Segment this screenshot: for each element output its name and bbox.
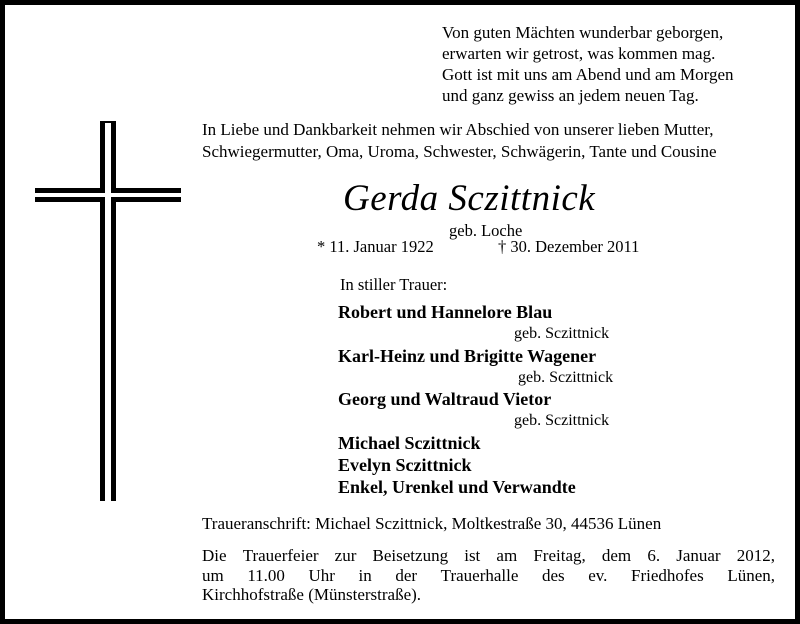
death-date: † 30. Dezember 2011 (498, 237, 640, 256)
mourner-name: Georg und Waltraud Vietor (338, 389, 552, 409)
mourner-name: Enkel, Urenkel und Verwandte (338, 477, 576, 497)
mourning-address: Traueranschrift: Michael Sczittnick, Moltkestraße 30, 44536 Lünen (202, 514, 662, 533)
poem-line: Gott ist mit uns am Abend und am Morgen (442, 65, 734, 84)
poem-line: erwarten wir getrost, was kommen mag. (442, 44, 716, 63)
mourner-name: Karl-Heinz und Brigitte Wagener (338, 346, 597, 366)
intro-line: In Liebe und Dankbarkeit nehmen wir Abschied von unserer lieben Mutter, (202, 120, 714, 139)
mourner-maiden-name: geb. Sczittnick (514, 325, 610, 342)
mourner-name: Michael Sczittnick (338, 433, 481, 453)
cross-icon (35, 121, 181, 501)
birth-date: * 11. Januar 1922 (317, 237, 434, 256)
ceremony-line: Kirchhofstraße (Münsterstraße). (202, 585, 422, 604)
mourner-name: Robert und Hannelore Blau (338, 302, 553, 322)
mourners-heading: In stiller Trauer: (340, 275, 448, 294)
mourner-maiden-name: geb. Sczittnick (514, 412, 610, 429)
maiden-name: geb. Loche (449, 221, 523, 240)
poem (442, 22, 734, 106)
poem-line: Von guten Mächten wunderbar geborgen, (442, 23, 724, 42)
ceremony-line: um 11.00 Uhr in der Trauerhalle des ev. Friedhofes Lünen, (202, 565, 775, 585)
intro-line: Schwiegermutter, Oma, Uroma, Schwester, Schwägerin, Tante und Cousine (202, 142, 717, 161)
mourner-maiden-name: geb. Sczittnick (518, 369, 614, 386)
ceremony-details (202, 546, 775, 605)
ceremony-line: Die Trauerfeier zur Beisetzung ist am Freitag, dem 6. Januar 2012, (202, 546, 775, 565)
mourner-name: Evelyn Sczittnick (338, 455, 472, 475)
deceased-name: Gerda Sczittnick (343, 178, 596, 219)
farewell-intro (202, 119, 717, 163)
poem-line: und ganz gewiss an jedem neuen Tag. (442, 86, 699, 105)
